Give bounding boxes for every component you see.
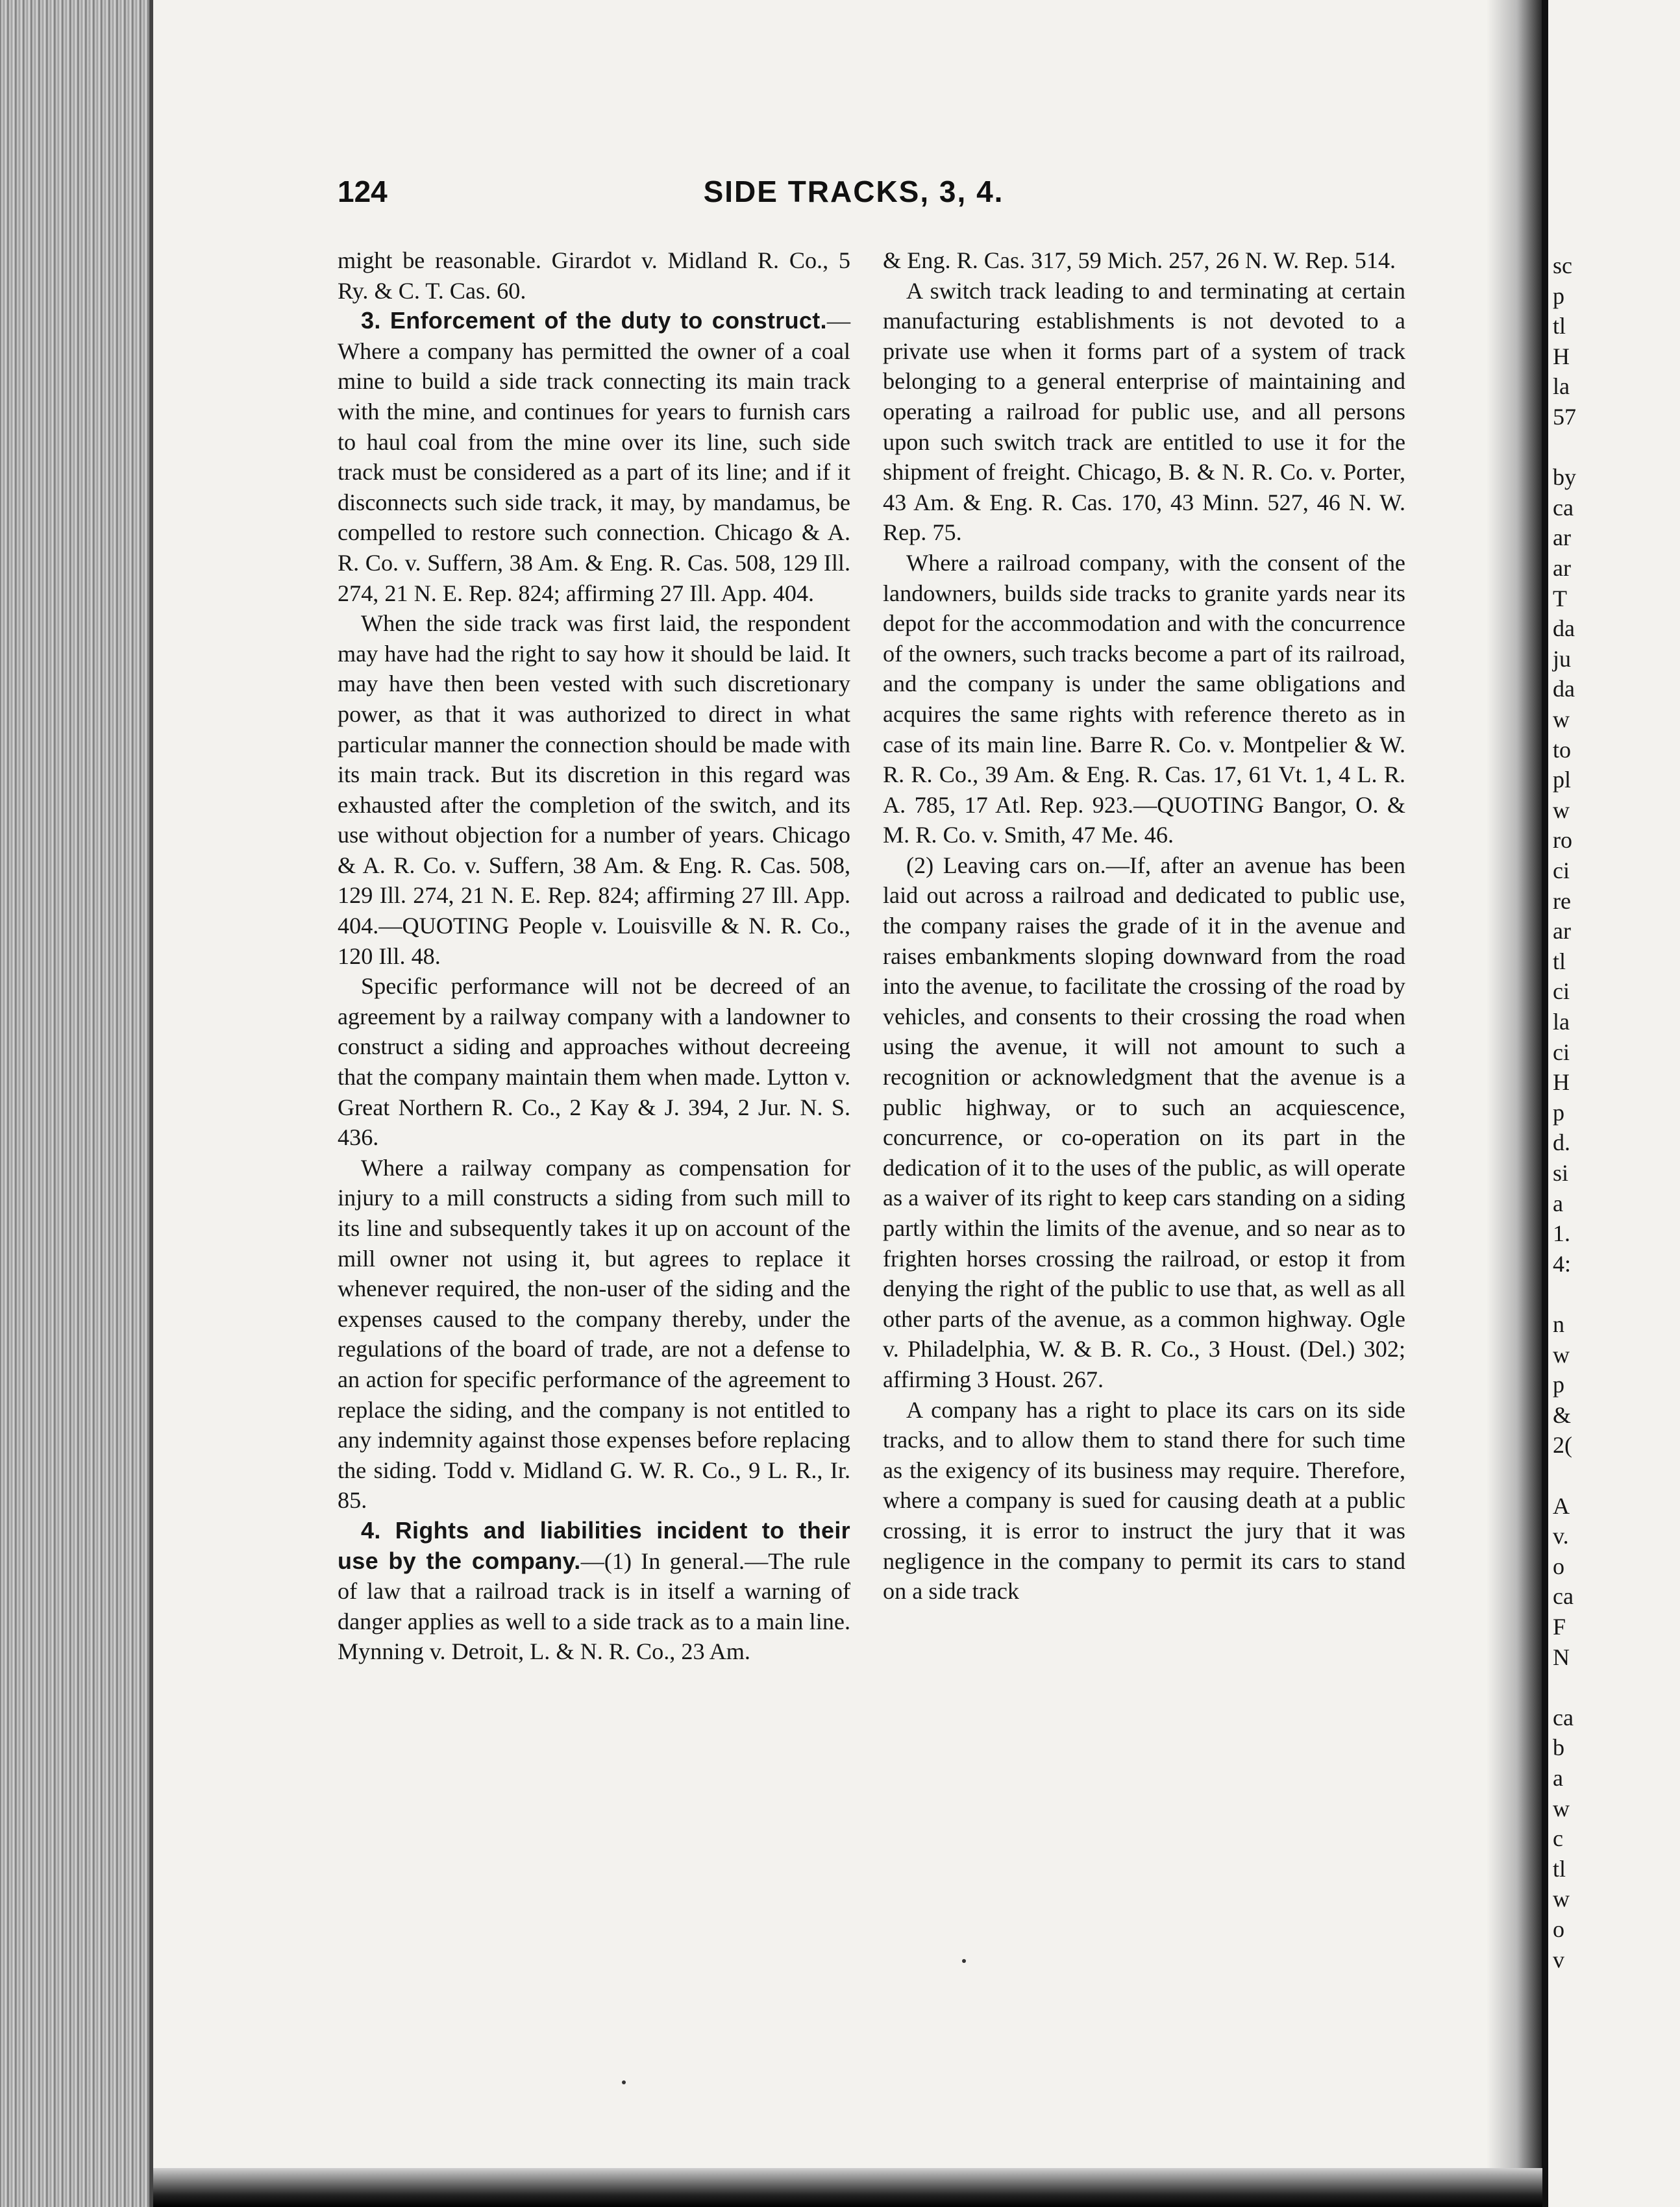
facing-page-fragment: ju	[1553, 645, 1572, 672]
facing-page-fragment: ar	[1553, 555, 1571, 581]
facing-page-fragment: H	[1553, 343, 1570, 369]
facing-page-fragment: 1.	[1553, 1220, 1570, 1247]
section-3-title: 3. Enforcement of the duty to construct.	[361, 307, 827, 334]
facing-page-fragment: w	[1553, 1795, 1570, 1821]
paragraph: Where a railway company as compensation for injury to a mill constructs a siding from such mill to its line and subsequently takes it up on account of the mill owner not using it, but agrees to replace it whenever required, the non-user of the siding and the expenses caused to the company thereby, under the regulations of the board of trade, are not a defense to an action for specific performance of the agreement to replace the siding, and the company is not entitled to any indemnity against those expenses before replacing the siding. Todd v. Midland G. W. R. Co., 9 L. R., Ir. 85.	[338, 1154, 850, 1514]
facing-page-fragment: H	[1553, 1069, 1570, 1096]
facing-page-fragment: ci	[1553, 978, 1570, 1005]
book-page-edges	[0, 0, 153, 2207]
facing-page-fragment: 57	[1553, 404, 1576, 430]
facing-page-fragment: F	[1553, 1614, 1566, 1640]
section-3	[338, 306, 850, 608]
facing-page-fragment: ci	[1553, 1039, 1570, 1065]
print-speck	[962, 1959, 966, 1963]
left-column	[338, 245, 850, 1667]
facing-page-fragment: da	[1553, 676, 1575, 702]
facing-page-fragment: o	[1553, 1916, 1564, 1942]
facing-page-fragment: c	[1553, 1825, 1563, 1852]
facing-page-fragment: &	[1553, 1401, 1572, 1428]
facing-page-fragment: to	[1553, 736, 1572, 763]
facing-page-fragment: o	[1553, 1553, 1564, 1579]
paragraph: might be reasonable. Girardot v. Midland R. Co., 5 Ry. & C. T. Cas. 60.	[338, 247, 850, 304]
paragraph: Specific performance will not be decreed of an agreement by a railway company with a landowner to construct a siding and approaches without decreeing that the company maintain them when made. Lytton v. Great Northern R. Co., 2 Kay & J. 394, 2 Jur. N. S. 436.	[338, 973, 850, 1151]
facing-page-fragment: p	[1553, 1099, 1564, 1126]
paragraph: When the side track was first laid, the respondent may have had the right to say how it should be laid. It may have then been vested with such discretionary power, as that it was authorized to direct in what particular manner the connection should be made with its main track. But its discretion in this regard was exhausted after the completion of the switch, and its use without objection for a number of years. Chicago & A. R. Co. v. Suffern, 38 Am. & Eng. R. Cas. 508, 129 Ill. 274, 21 N. E. Rep. 824; affirming 27 Ill. App. 404.—QUOTING People v. Louisville & N. R. Co., 120 Ill. 48.	[338, 610, 850, 969]
facing-page-fragment: tl	[1553, 1855, 1566, 1882]
facing-page-fragment: ca	[1553, 494, 1574, 521]
facing-page-fragment: pl	[1553, 767, 1572, 793]
facing-page-fragment: ca	[1553, 1704, 1574, 1731]
facing-page-fragment: re	[1553, 887, 1571, 914]
paragraph: & Eng. R. Cas. 317, 59 Mich. 257, 26 N. W. Rep. 514.	[883, 247, 1396, 273]
page-header	[338, 174, 1370, 219]
paragraph: (2) Leaving cars on.—If, after an avenue has been laid out across a railroad and dedicated to public use, the company raises the grade of it in the avenue and raises embankments sloping downward from the road into the avenue, to facilitate the crossing of the road by vehicles, and consents to their crossing the road when using the avenue, it will not amount to such a recognition or acknowledgment that the avenue is a public highway, or to such an acquiescence, concurrence, or co-operation on its part in the dedication of it to the uses of the public, as will operate as a waiver of its right to keep cars standing on a siding partly within the limits of the avenue, and so near as to frighten horses crossing the railroad, or estop it from denying the right of the public to use that, as well as all other parts of the avenue, as a common highway. Ogle v. Philadelphia, W. & B. R. Co., 3 Houst. (Del.) 302; affirming 3 Houst. 267.	[883, 852, 1405, 1392]
facing-page-fragment: b	[1553, 1734, 1564, 1761]
facing-page-fragment: la	[1553, 1009, 1570, 1035]
print-speck	[622, 2080, 626, 2084]
facing-page-fragment: tl	[1553, 313, 1566, 339]
paragraph: A company has a right to place its cars on its side tracks, and to allow them to stand there for such time as the exigency of its business may require. Therefore, where a company is sued for causing death at a public crossing, it is error to instruct the jury that it was negligence in the company to permit its cars to stand on a side track	[883, 1396, 1405, 1605]
facing-page-fragment: la	[1553, 373, 1570, 400]
facing-page-fragment: N	[1553, 1644, 1570, 1670]
section-4-text: —(1) In general.—The rule of law that a railroad track is in itself a warning of danger applies as well to a side track as to a main line. Mynning v. Detroit, L. & N. R. Co., 23 Am.	[338, 1547, 850, 1665]
facing-page-fragment: si	[1553, 1160, 1569, 1186]
facing-page-fragment: T	[1553, 585, 1567, 611]
facing-page-fragment: by	[1553, 464, 1576, 491]
facing-page-fragment: sc	[1553, 253, 1572, 278]
page-number: 124	[338, 175, 388, 208]
bottom-shadow	[153, 2168, 1542, 2207]
facing-page-fragment: w	[1553, 796, 1570, 823]
facing-page-fragment: w	[1553, 1341, 1570, 1368]
facing-page-fragment: ar	[1553, 918, 1571, 944]
facing-page-fragment: A	[1553, 1492, 1570, 1519]
right-column	[883, 245, 1405, 1607]
facing-page-fragment: w	[1553, 1886, 1570, 1912]
facing-page-fragment: p	[1553, 282, 1564, 309]
paragraph: A switch track leading to and terminating at certain manufacturing establishments is not devoted to a private use when it forms part of a system of track belonging to a general enterprise of maintaining and operating a railroad for public use, and all persons upon such switch track are entitled to use it for the shipment of freight. Chicago, B. & N. R. Co. v. Porter, 43 Am. & Eng. R. Cas. 170, 43 Minn. 527, 46 N. W. Rep. 75.	[883, 277, 1405, 546]
facing-page-fragment: a	[1553, 1190, 1563, 1216]
facing-page-fragment: da	[1553, 615, 1575, 642]
facing-page-fragment: v	[1553, 1946, 1564, 1973]
section-4	[338, 1516, 850, 1667]
facing-page-fragment: ar	[1553, 524, 1571, 551]
facing-page-fragment: ci	[1553, 857, 1570, 883]
facing-page-fragment: 2(	[1553, 1432, 1572, 1459]
facing-page-fragment: ro	[1553, 827, 1572, 854]
facing-page-fragment: a	[1553, 1765, 1563, 1791]
section-3-text: —Where a company has permitted the owner of a coal mine to build a side track connecting its main track with the mine, and continues for years to furnish cars to haul coal from the mine over its line, such side track must be considered as a part of its line; and if it disconnects such side track, it may, by mandamus, be compelled to restore such connection. Chicago & A. R. Co. v. Suffern, 38 Am. & Eng. R. Cas. 508, 129 Ill. 274, 21 N. E. Rep. 824; affirming 27 Ill. App. 404.	[338, 308, 850, 606]
facing-page-fragment: 4:	[1553, 1250, 1572, 1277]
section-4-title: 4. Rights and liabilities incident to their use by the company.	[338, 1516, 850, 1574]
facing-page-fragment: v.	[1553, 1523, 1569, 1549]
facing-page-fragment: p	[1553, 1372, 1564, 1398]
facing-page-fragment: w	[1553, 706, 1570, 732]
facing-page-fragment: n	[1553, 1311, 1564, 1337]
paragraph: Where a railroad company, with the consent of the landowners, builds side tracks to granite yards near its depot for the accommodation and with the concurrence of the owners, such tracks become a part of its railroad, and the company is under the same obligations and acquires the same rights with reference thereto as in case of its main line. Barre R. Co. v. Montpelier & W. R. R. Co., 39 Am. & Eng. R. Cas. 17, 61 Vt. 1, 4 L. R. A. 785, 17 Atl. Rep. 923.—QUOTING Bangor, O. & M. R. Co. v. Smith, 47 Me. 46.	[883, 549, 1405, 848]
facing-page-fragment: d.	[1553, 1129, 1570, 1156]
facing-page-fragment: tl	[1553, 948, 1566, 974]
gutter-shadow	[1487, 0, 1542, 2207]
facing-page-fragment: ca	[1553, 1583, 1574, 1610]
running-head: SIDE TRACKS, 3, 4.	[703, 175, 1004, 208]
